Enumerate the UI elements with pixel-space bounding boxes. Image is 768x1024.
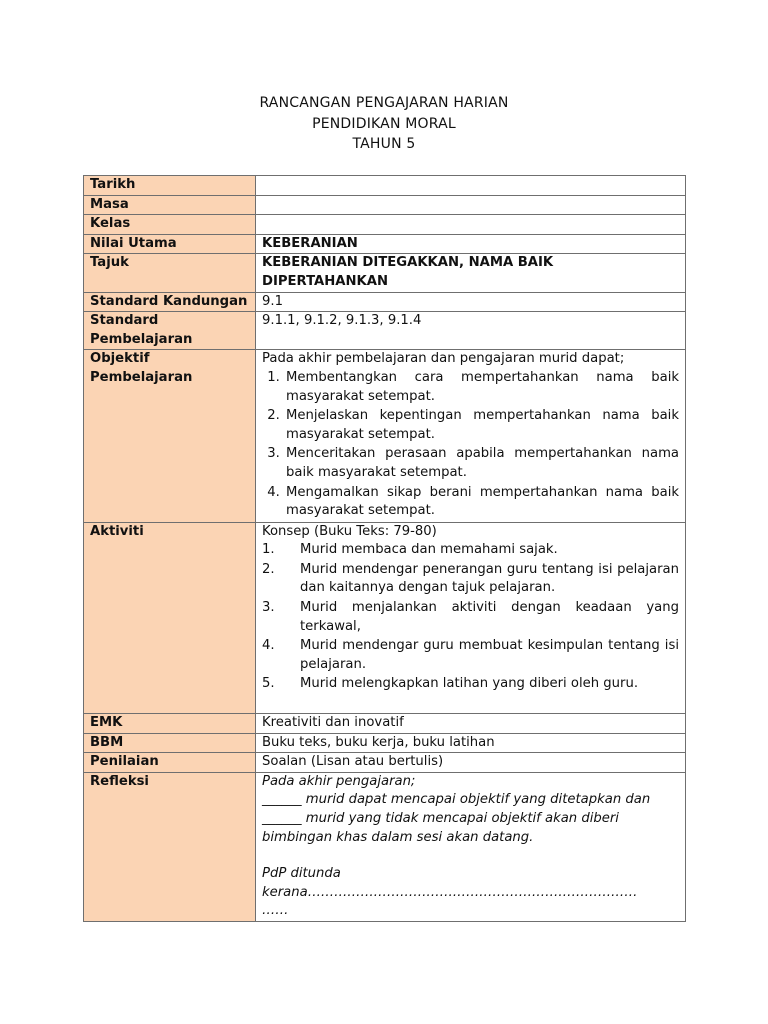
lesson-plan-table: [83, 175, 686, 922]
row-refleksi: [84, 772, 686, 921]
value-bbm: Buku teks, buku kerja, buku latihan: [256, 733, 686, 753]
aktiviti-item-number: 5.: [262, 676, 275, 692]
value-tajuk: KEBERANIAN DITEGAKKAN, NAMA BAIK DIPERTAHANKAN: [256, 254, 686, 292]
refleksi-line: kerana…………………………………………………………………: [262, 884, 638, 900]
row-penilaian: [84, 753, 686, 773]
label-objektif: Objektif Pembelajaran: [84, 350, 256, 522]
label-nilai-utama: Nilai Utama: [84, 234, 256, 254]
row-standard-pembelajaran: [84, 312, 686, 350]
value-kelas: [256, 215, 686, 235]
label-standard-pembelajaran: Standard Pembelajaran: [84, 312, 256, 350]
value-standard-pembelajaran: 9.1.1, 9.1.2, 9.1.3, 9.1.4: [256, 312, 686, 350]
aktiviti-item-number: 1.: [262, 542, 275, 558]
row-objektif: [84, 350, 686, 522]
value-nilai-utama: KEBERANIAN: [256, 234, 686, 254]
objektif-item: 3. Menceritakan perasaan apabila mempertahankan nama baik masyarakat setempat.: [284, 445, 679, 482]
refleksi-line: bimbingan khas dalam sesi akan datang.: [262, 829, 534, 845]
row-kelas: [84, 215, 686, 235]
aktiviti-intro: Konsep (Buku Teks: 79-80): [262, 523, 437, 539]
row-aktiviti: [84, 522, 686, 713]
year-title: TAHUN 5: [352, 136, 416, 152]
aktiviti-item-text: Murid mendengar guru membuat kesimpulan tentang isi pelajaran.: [300, 638, 679, 672]
subject-title: PENDIDIKAN MORAL: [312, 116, 456, 132]
label-penilaian: Penilaian: [84, 753, 256, 773]
value-objektif: [256, 350, 686, 522]
refleksi-line: PdP ditunda: [262, 866, 341, 882]
aktiviti-item-number: 3.: [262, 600, 275, 616]
aktiviti-item-number: 4.: [262, 638, 275, 654]
label-standard-kandungan: Standard Kandungan: [84, 292, 256, 312]
aktiviti-item: [262, 561, 679, 598]
aktiviti-item: [262, 637, 679, 674]
aktiviti-item: [262, 541, 679, 560]
value-standard-kandungan: 9.1: [256, 292, 686, 312]
aktiviti-item-text: Murid membaca dan memahami sajak.: [300, 542, 558, 558]
refleksi-line: ______ murid dapat mencapai objektif yang ditetapkan dan: [262, 792, 651, 808]
objektif-item: 2. Menjelaskan kepentingan mempertahankan nama baik masyarakat setempat.: [284, 407, 679, 444]
objektif-item: 4. Mengamalkan sikap berani mempertahankan nama baik masyarakat setempat.: [284, 484, 679, 521]
value-aktiviti: [256, 522, 686, 713]
label-bbm: BBM: [84, 733, 256, 753]
label-tarikh: Tarikh: [84, 176, 256, 196]
row-tarikh: [84, 176, 686, 196]
label-aktiviti: Aktiviti: [84, 522, 256, 713]
objektif-intro: Pada akhir pembelajaran dan pengajaran murid dapat;: [262, 351, 625, 367]
row-standard-kandungan: [84, 292, 686, 312]
label-kelas: Kelas: [84, 215, 256, 235]
label-masa: Masa: [84, 195, 256, 215]
refleksi-line: ……: [262, 903, 289, 919]
aktiviti-item-text: Murid melengkapkan latihan yang diberi oleh guru.: [300, 676, 639, 692]
aktiviti-item-text: Murid mendengar penerangan guru tentang isi pelajaran dan kaitannya dengan tajuk pelajaran.: [300, 561, 679, 596]
aktiviti-item: [262, 675, 679, 694]
refleksi-spacer: [262, 847, 679, 865]
value-masa: [256, 195, 686, 215]
objektif-list: [262, 369, 679, 521]
row-tajuk: [84, 254, 686, 292]
row-emk: [84, 714, 686, 734]
aktiviti-list: [262, 541, 679, 694]
aktiviti-item-text: Murid menjalankan aktiviti dengan keadaan yang terkawal,: [300, 600, 679, 634]
document-title: RANCANGAN PENGAJARAN HARIAN: [259, 95, 509, 111]
aktiviti-item-number: 2.: [262, 561, 275, 577]
row-nilai-utama: [84, 234, 686, 254]
refleksi-line: Pada akhir pengajaran;: [262, 773, 416, 789]
row-bbm: [84, 733, 686, 753]
label-refleksi: Refleksi: [84, 772, 256, 921]
aktiviti-spacer: [262, 695, 679, 713]
objektif-item: 1. Membentangkan cara mempertahankan nama baik masyarakat setempat.: [284, 369, 679, 406]
label-tajuk: Tajuk: [84, 254, 256, 292]
label-emk: EMK: [84, 714, 256, 734]
value-penilaian: Soalan (Lisan atau bertulis): [256, 753, 686, 773]
refleksi-line: ______ murid yang tidak mencapai objektif akan diberi: [262, 811, 619, 826]
value-emk: Kreativiti dan inovatif: [256, 714, 686, 734]
row-masa: [84, 195, 686, 215]
value-refleksi: [256, 772, 686, 921]
aktiviti-item: [262, 599, 679, 636]
value-tarikh: [256, 176, 686, 196]
